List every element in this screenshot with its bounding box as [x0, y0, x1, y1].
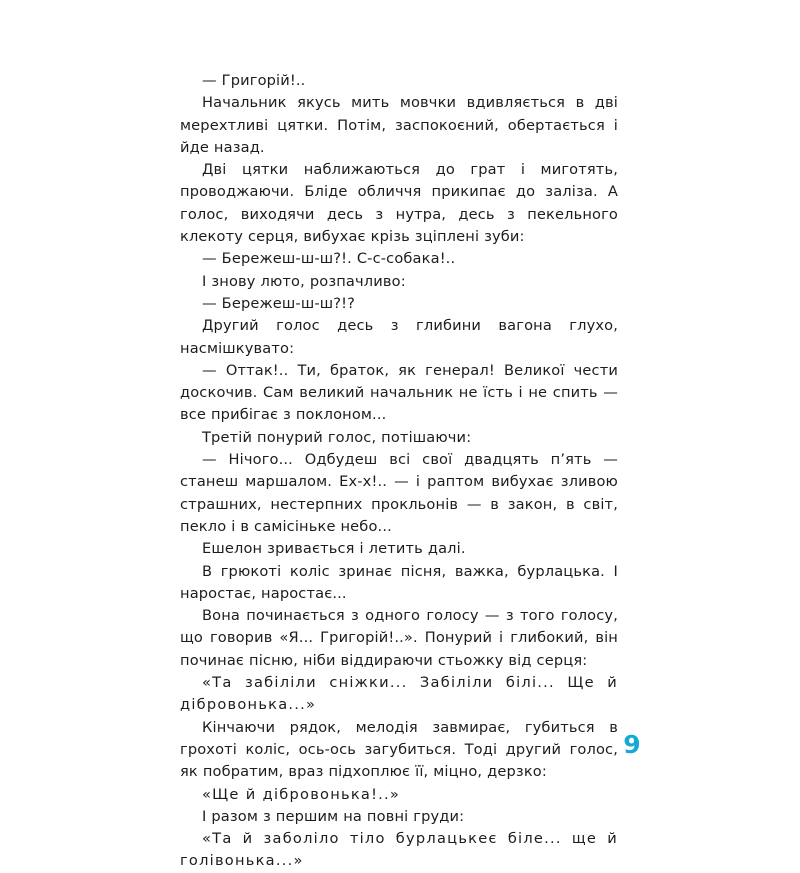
lyric-paragraph: «Та забіліли сніжки... Забіліли білі... Ще й дібровонька...» — [180, 674, 618, 714]
dialogue-paragraph: — Григорій!.. — [202, 72, 306, 89]
narrative-paragraph: Вона починається з одного голосу — з того голосу, що говорив «Я... Григорій!..». Понурий і глибокий, він починає пісню, ніби віддираючи стьожку від серця: — [180, 607, 618, 669]
narrative-paragraph: Третій понурий голос, потішаючи: — [202, 428, 472, 446]
dialogue-paragraph: — Нічого... Одбудеш всі свої двадцять п’ять — станеш маршалом. Ех-х!.. — і раптом вибухає зливою страшних, нестерпних прокльонів — в закон, в світ, пекло і в самісіньке небо... — [180, 451, 618, 535]
narrative-paragraph: Начальник якусь мить мовчки вдивляється в дві мерехтливі цятки. Потім, заспокоєний, обертається і йде назад. — [180, 94, 618, 156]
lyric-paragraph: «Та й заболіло тіло бурлацькеє біле... ще й голівонька...» — [180, 830, 618, 870]
narrative-paragraph: І разом з першим на повні груди: — [202, 807, 465, 825]
dialogue-paragraph: — Оттак!.. Ти, браток, як генерал! Великої чести доскочив. Сам великий начальник не їсть і не спить — все прибігає з поклоном... — [180, 361, 618, 424]
lyric-paragraph: «Ще й дібровонька!..» — [202, 785, 401, 803]
dialogue-paragraph: — Бережеш-ш-ш?!. С-с-собака!.. — [202, 250, 456, 268]
narrative-paragraph: Дві цятки наближаються до грат і миготять, проводжаючи. Бліде обличчя прикипає до заліза. А голос, виходячи десь з нутра, десь з пекельного клекоту серця, вибухає крізь зціплені зуби: — [180, 161, 618, 246]
narrative-paragraph: Кінчаючи рядок, мелодія завмирає, губиться в грохоті коліс, ось-ось загубиться. Тоді другий голос, як побратим, враз підхоплює її, міцно, дерзко: — [180, 718, 618, 781]
page-text-block — [180, 70, 618, 873]
narrative-paragraph: І знову люто, розпачливо: — [202, 272, 406, 290]
dialogue-paragraph: — Бережеш-ш-ш?!? — [202, 294, 356, 312]
narrative-paragraph: В грюкоті коліс зринає пісня, важка, бурлацька. І наростає, наростає... — [180, 562, 618, 602]
narrative-paragraph: Другий голос десь з глибини вагона глухо, насмішкувато: — [180, 317, 618, 357]
narrative-paragraph: Ешелон зривається і летить далі. — [202, 540, 466, 558]
page-number: 9 — [623, 730, 641, 759]
